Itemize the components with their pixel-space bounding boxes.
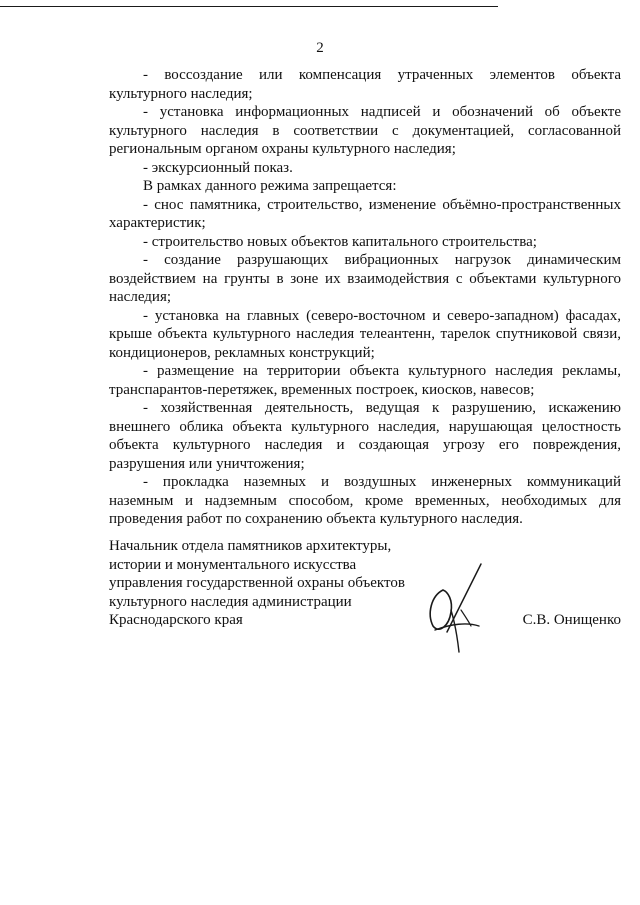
paragraph-economic-activity-prohibition: - хозяйственная деятельность, ведущая к разрушению, искажению внешнего облика объекта культурного наследия, нарушающая целостность объекта культурного наследия и создающая угрозу его повреждения, разрушения или уничтожения; [109,400,621,472]
signer-position-line: культурного наследия администрации [109,593,352,610]
header-rule [0,6,498,7]
signer-position-line: управления государственной охраны объектов [109,575,405,591]
paragraph-utility-lines-prohibition: - прокладка наземных и воздушных инженерных коммуникаций наземным и надземным способом, кроме временных, необходимых для проведения работ по сохранению объекта культурного наследия. [109,474,621,527]
paragraph-demolition-prohibition: - снос памятника, строительство, изменение объёмно-пространственных характеристик; [109,196,621,231]
signature-block [109,537,621,647]
paragraph-prohibitions-intro: В рамках данного режима запрещается: [143,178,397,194]
paragraph-recreation-of-lost-elements: - воссоздание или компенсация утраченных элементов объекта культурного наследия; [109,67,621,102]
document-body [109,66,621,529]
paragraph-new-construction-prohibition: - строительство новых объектов капитального строительства; [143,233,537,250]
signer-position-line: Начальник отдела памятников архитектуры, [109,538,392,554]
page-number: 2 [316,40,324,56]
signer-position-line: Краснодарского края [109,612,243,628]
paragraph-excursion-display: - экскурсионный показ. [143,159,293,176]
paragraph-vibration-loads-prohibition: - создание разрушающих вибрационных нагрузок динамическим воздействием на грунты в зоне их взаимодействия с объектами культурного наследия; [109,252,621,305]
paragraph-information-signs: - установка информационных надписей и обозначений об объекте культурного наследия в соответствии с документацией, согласованной региональным органом охраны культурного наследия; [109,104,621,157]
signer-name: С.В. Онищенко [522,612,621,628]
signer-position-line: истории и монументального искусства [109,556,357,573]
paragraph-facade-equipment-prohibition: - установка на главных (северо-восточном и северо-западном) фасадах, крыше объекта культурного наследия телеантенн, тарелок спутниковой связи, кондиционеров, рекламных конструкций; [109,307,621,361]
paragraph-advertising-prohibition: - размещение на территории объекта культурного наследия рекламы, транспарантов-перетяжек, временных построек, киосков, навесов; [109,363,621,398]
handwritten-signature [421,560,487,655]
